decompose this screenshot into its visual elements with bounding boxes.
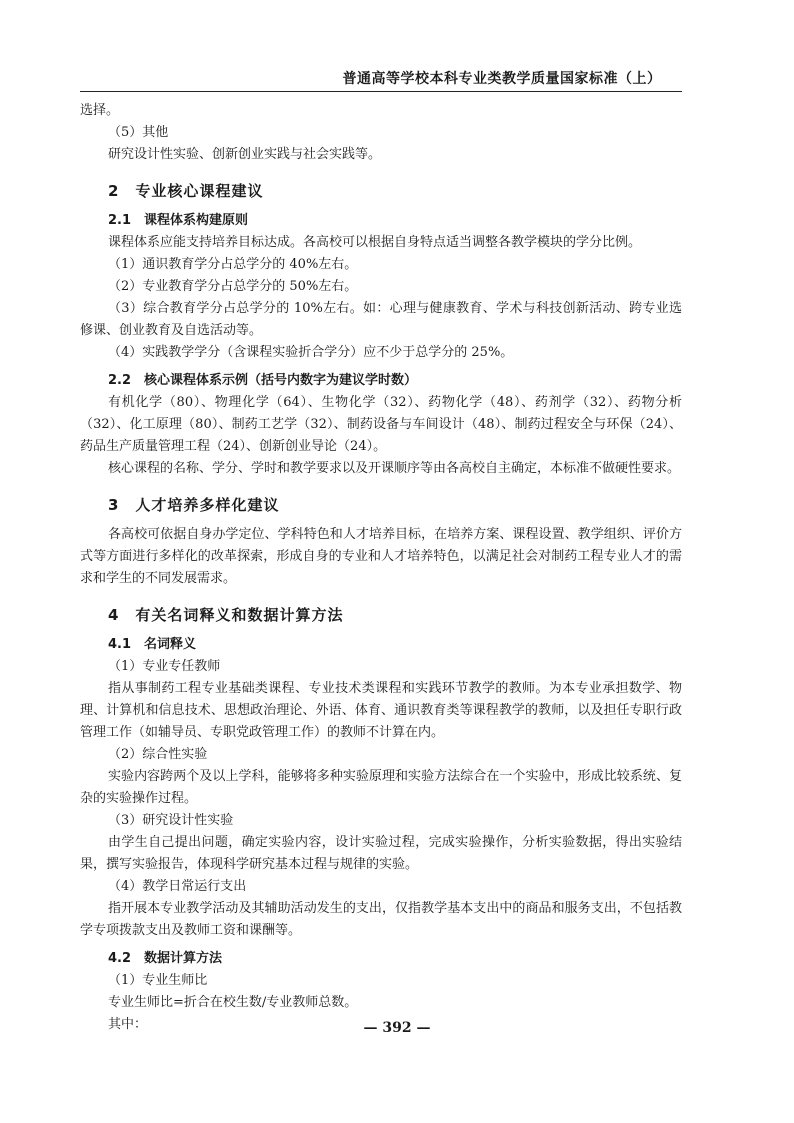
list-item: （4）实践教学学分（含课程实验折合学分）应不少于总学分的 25%。 — [108, 345, 514, 360]
list-item: （1）专业专任教师 — [108, 659, 221, 674]
paragraph: 核心课程的名称、学分、学时和教学要求以及开课顺序等由各高校自主确定，本标准不做硬性要求。 — [108, 461, 681, 476]
running-header: 普通高等学校本科专业类教学质量国家标准（上） — [342, 71, 662, 87]
section-heading-2: 2 专业核心课程建议 — [108, 182, 264, 200]
paragraph: 由学生自己提出问题，确定实验内容，设计实验过程，完成实验操作，分析实验数据，得出实验结果，撰写实验报告，体现科学研究基本过程与规律的实验。 — [80, 835, 682, 872]
list-item: （3）研究设计性实验 — [108, 813, 234, 828]
paragraph: 指开展本专业教学活动及其辅助活动发生的支出，仅指教学基本支出中的商品和服务支出，不包括教学专项拨款支出及教师工资和课酬等。 — [80, 901, 682, 938]
paragraph: 各高校可依据自身办学定位、学科特色和人才培养目标，在培养方案、课程设置、教学组织、评价方式等方面进行多样化的改革探索，形成自身的专业和人才培养特色，以满足社会对制药工程专业人才的需求和学生的不同发展需求。 — [80, 527, 682, 586]
header-rule — [80, 91, 682, 92]
section-heading-3: 3 人才培养多样化建议 — [108, 496, 280, 514]
subsection-heading-2-1: 2.1 课程体系构建原则 — [108, 213, 249, 228]
list-item: （5）其他 — [108, 125, 169, 140]
paragraph: 指从事制药工程专业基础类课程、专业技术类课程和实践环节教学的教师。为本专业承担数学、物理、计算机和信息技术、思想政治理论、外语、体育、通识教育类等课程教学的教师，以及担任专职行政管理工作（如辅导员、专职党政管理工作）的教师不计算在内。 — [80, 681, 682, 740]
paragraph: 有机化学（80）、物理化学（64）、生物化学（32）、药物化学（48）、药剂学（32）、药物分析（32）、化工原理（80）、制药工艺学（32）、制药设备与车间设计（48）、制药过程安全与环保（24）、药品生产质量管理工程（24）、创新创业导论（24）。 — [80, 395, 682, 454]
paragraph: 课程体系应能支持培养目标达成。各高校可以根据自身特点适当调整各教学模块的学分比例。 — [108, 235, 642, 250]
page-number: — 392 — — [363, 1020, 431, 1036]
page-body — [80, 100, 682, 1036]
paragraph: 实验内容跨两个及以上学科，能够将多种实验原理和实验方法综合在一个实验中，形成比较系统、复杂的实验操作过程。 — [80, 769, 682, 806]
subsection-heading-4-2: 4.2 数据计算方法 — [108, 951, 223, 966]
list-item: （2）综合性实验 — [108, 747, 208, 762]
list-item: （3）综合教育学分占总学分的 10%左右。如：心理与健康教育、学术与科技创新活动、跨专业选修课、创业教育及自选活动等。 — [80, 301, 682, 338]
list-item: （1）专业生师比 — [108, 973, 208, 988]
subsection-heading-4-1: 4.1 名词释义 — [108, 637, 197, 652]
list-item: （4）教学日常运行支出 — [108, 879, 247, 894]
paragraph: 研究设计性实验、创新创业实践与社会实践等。 — [108, 147, 382, 162]
list-item: （1）通识教育学分占总学分的 40%左右。 — [108, 257, 358, 272]
subsection-heading-2-2: 2.2 核心课程体系示例（括号内数字为建议学时数） — [108, 373, 418, 388]
paragraph: 其中： — [108, 1017, 148, 1032]
paragraph: 选择。 — [80, 103, 120, 118]
paragraph: 专业生师比=折合在校生数/专业教师总数。 — [108, 995, 358, 1010]
section-heading-4: 4 有关名词释义和数据计算方法 — [108, 606, 344, 624]
list-item: （2）专业教育学分占总学分的 50%左右。 — [108, 279, 358, 294]
